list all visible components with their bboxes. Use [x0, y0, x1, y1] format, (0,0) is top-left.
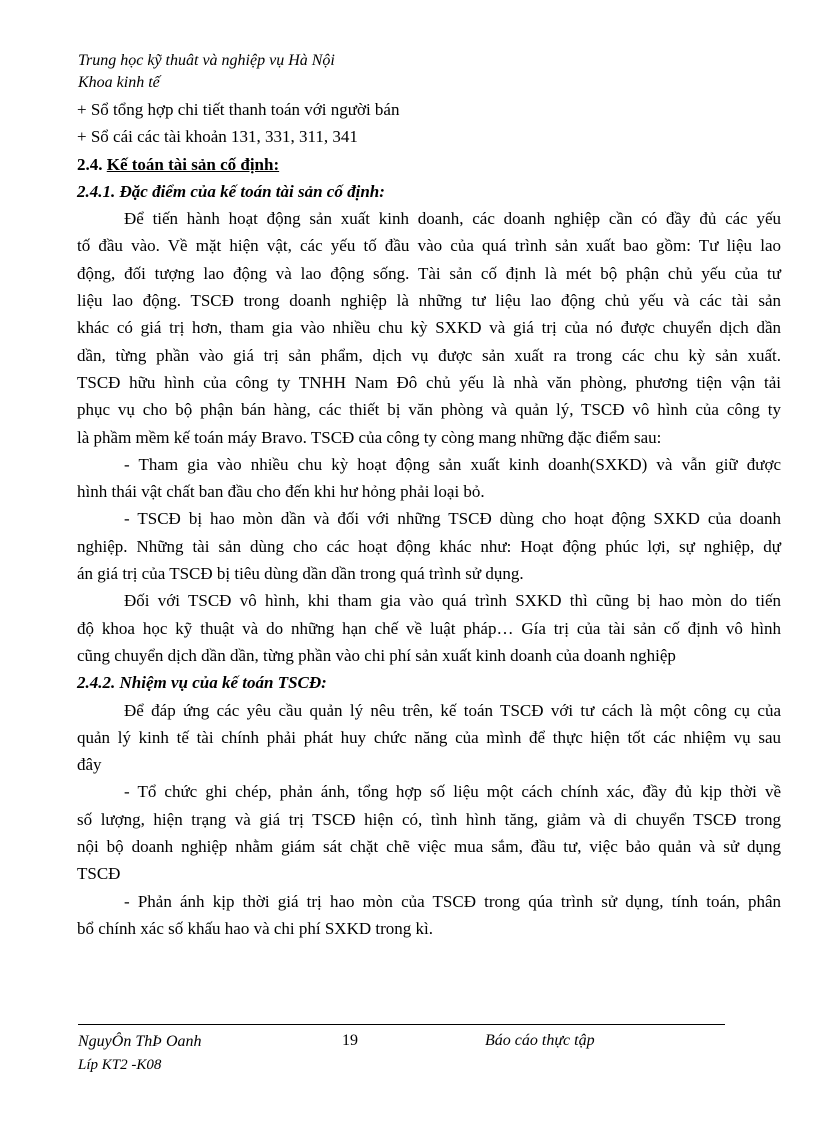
paragraph-line: hình thái vật chất ban đầu cho đến khi hư hỏng phải loại bỏ. [77, 482, 485, 502]
paragraph-line: - Phản ánh kịp thời giá trị hao mòn của TSCĐ trong qúa trình sử dụng, tính toán, phân [124, 891, 781, 911]
paragraph-line: dần, từng phần vào giá trị sản phẩm, dịch vụ được sản xuất ra trong các chu kỳ sản xuất. [77, 345, 781, 365]
paragraph-line: tố đầu vào. Về mặt hiện vật, các yếu tố đầu vào của quá trình sản xuất bao gồm: Tư liệu lao [77, 236, 781, 256]
paragraph-line: nghiệp. Những tài sản dùng cho các hoạt động khác như: Hoạt động phúc lợi, sự nghiệp, dự [77, 536, 781, 556]
paragraph-line: cũng chuyển dịch dần dần, từng phần vào chi phí sản xuất kinh doanh của doanh nghiệp [77, 645, 676, 665]
paragraph-line: Để tiến hành hoạt động sản xuất kinh doanh, các doanh nghiệp cần có đầy đủ các yếu [124, 209, 781, 229]
paragraph-line: đây [77, 755, 102, 775]
list-item: + Sổ cái các tài khoản 131, 331, 311, 341 [77, 127, 358, 147]
paragraph-line: nội bộ doanh nghiệp nhằm giám sát chặt chẽ việc mua sắm, đầu tư, việc bảo quản và sử dụng [77, 837, 781, 857]
section-heading [77, 151, 781, 178]
section-title: Kế toán tài sản cố định: [106, 154, 280, 174]
footer-divider [78, 1024, 725, 1025]
page-header [78, 50, 335, 94]
header-faculty: Khoa kinh tế [78, 74, 160, 91]
paragraph-line: TSCĐ hữu hình của công ty TNHH Nam Đô chủ yếu là nhà văn phòng, phương tiện vận tải [77, 372, 781, 392]
paragraph-line: số lượng, hiện trạng và giá trị TSCĐ hiện có, tình hình tăng, giảm và di chuyển TSCĐ trong [77, 809, 781, 829]
paragraph-line: độ khoa học kỹ thuật và do những hạn chế về luật pháp… Gía trị của tài sản cố định vô hình [77, 618, 781, 638]
paragraph-line: - Tổ chức ghi chép, phản ánh, tổng hợp số liệu một cách chính xác, đầy đủ kịp thời về [124, 782, 781, 802]
footer-author: NguyÔn ThÞ Oanh [78, 1033, 202, 1050]
header-school: Trung học kỹ thuât và nghiệp vụ Hà Nội [78, 52, 335, 69]
paragraph-line: Để đáp ứng các yêu cầu quản lý nêu trên, kế toán TSCĐ với tư cách là một công cụ của [124, 700, 781, 720]
paragraph-line: - TSCĐ bị hao mòn dần và đối với những TSCĐ dùng cho hoạt động SXKD của doanh [124, 509, 781, 529]
list-item: + Sổ tổng hợp chi tiết thanh toán với người bán [77, 100, 400, 119]
footer-class-code: Líp KT2 -K08 [78, 1057, 162, 1073]
section-number: 2.4. [77, 154, 103, 174]
footer-report-title: Báo cáo thực tập [485, 1032, 595, 1049]
paragraph-line: án giá trị của TSCĐ bị tiêu dùng dần dần trong quá trình sử dụng. [77, 564, 524, 584]
paragraph-line: bổ chính xác số khấu hao và chi phí SXKD trong kì. [77, 918, 433, 938]
paragraph-line: TSCĐ [77, 864, 121, 884]
paragraph-line: Đối với TSCĐ vô hình, khi tham gia vào quá trình SXKD thì cũng bị hao mòn do tiến [124, 591, 781, 611]
document-body [77, 96, 781, 942]
subsection-heading: 2.4.1. Đặc điểm của kế toán tài sản cố định: [77, 181, 385, 201]
paragraph-line: quản lý kinh tế tài chính phải phát huy chức năng của mình để thực hiện tốt các nhiệm vụ sau [77, 727, 781, 747]
page-number: 19 [342, 1032, 358, 1049]
paragraph-line: khác có giá trị hơn, tham gia vào nhiều chu kỳ SXKD và giá trị của nó được chuyển dịch dần [77, 318, 781, 338]
paragraph-line: là phầm mềm kế toán máy Bravo. TSCĐ của công ty còng mang những đặc điểm sau: [77, 427, 662, 447]
subsection-heading: 2.4.2. Nhiệm vụ của kế toán TSCĐ: [77, 673, 327, 693]
paragraph-line: động, đối tượng lao động và lao động sống. Tài sản cố định là mét bộ phận chủ yếu của tư [77, 263, 781, 283]
paragraph-line: - Tham gia vào nhiều chu kỳ hoạt động sản xuất kinh doanh(SXKD) và vẫn giữ được [124, 454, 781, 474]
paragraph-line: liệu lao động. TSCĐ trong doanh nghiệp là những tư liệu lao động chủ yếu và các tài sản [77, 291, 781, 311]
paragraph-line: phục vụ cho bộ phận bán hàng, các thiết bị văn phòng và quản lý, TSCĐ vô hình của công ty [77, 400, 781, 420]
